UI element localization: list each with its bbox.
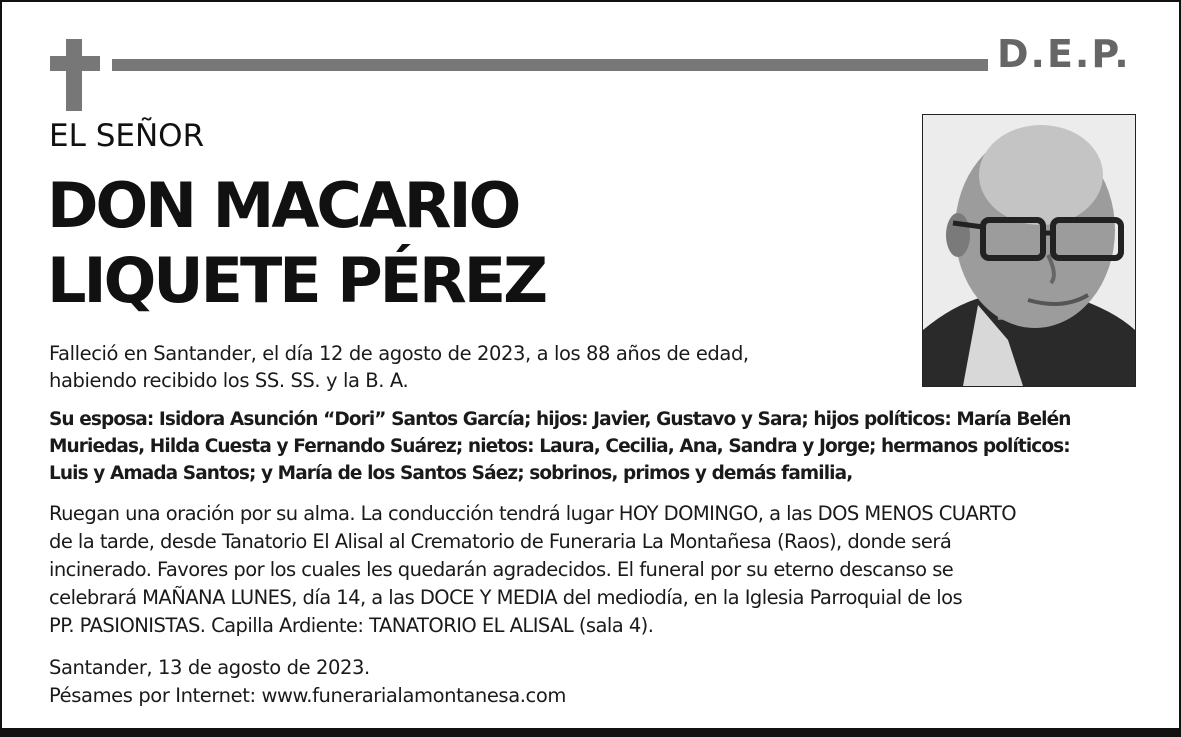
- header-rule: [112, 59, 988, 71]
- death-notice-line: Falleció en Santander, el día 12 de agosto de 2023, a los 88 años de edad,: [49, 342, 749, 365]
- death-notice-line: habiendo recibido los SS. SS. y la B. A.: [49, 369, 409, 392]
- death-notice: [49, 340, 869, 394]
- footer: [49, 654, 949, 710]
- service-line: PP. PASIONISTAS. Capilla Ardiente: TANATORIO EL ALISAL (sala 4).: [49, 614, 654, 637]
- cross-horizontal-bar: [50, 56, 100, 71]
- family-list: [49, 406, 1139, 487]
- portrait-photo: [922, 114, 1136, 387]
- name-line-1: DON MACARIO: [47, 169, 519, 242]
- dep-label: D.E.P.: [997, 32, 1131, 76]
- family-line: Muriedas, Hilda Cuesta y Fernando Suárez; nietos: Laura, Cecilia, Ana, Sandra y Jorge; hermanos políticos:: [49, 436, 1070, 457]
- footer-date: Santander, 13 de agosto de 2023.: [49, 656, 370, 679]
- bottom-border: [0, 728, 1181, 737]
- deceased-name: [47, 168, 545, 318]
- service-line: celebrará MAÑANA LUNES, día 14, a las DOCE Y MEDIA del mediodía, en la Iglesia Parroquial de los: [49, 586, 963, 609]
- family-line: Luis y Amada Santos; y María de los Santos Sáez; sobrinos, primos y demás familia,: [49, 463, 853, 484]
- footer-condolences-web: Pésames por Internet: www.funerarialamontanesa.com: [49, 684, 566, 707]
- family-line: Su esposa: Isidora Asunción “Dori” Santos García; hijos: Javier, Gustavo y Sara; hijos políticos: María Belén: [49, 409, 1071, 430]
- service-details: [49, 500, 1139, 640]
- service-line: de la tarde, desde Tanatorio El Alisal al Crematorio de Funeraria La Montañesa (Raos), donde será: [49, 530, 952, 553]
- name-line-2: LIQUETE PÉREZ: [47, 244, 546, 317]
- salutation: EL SEÑOR: [49, 118, 205, 154]
- cross-vertical-bar: [66, 39, 82, 111]
- portrait-image: [923, 115, 1135, 386]
- service-line: Ruegan una oración por su alma. La conducción tendrá lugar HOY DOMINGO, a las DOS MENOS CUARTO: [49, 502, 1017, 525]
- service-line: incinerado. Favores por los cuales les quedarán agradecidos. El funeral por su eterno descanso se: [49, 558, 954, 581]
